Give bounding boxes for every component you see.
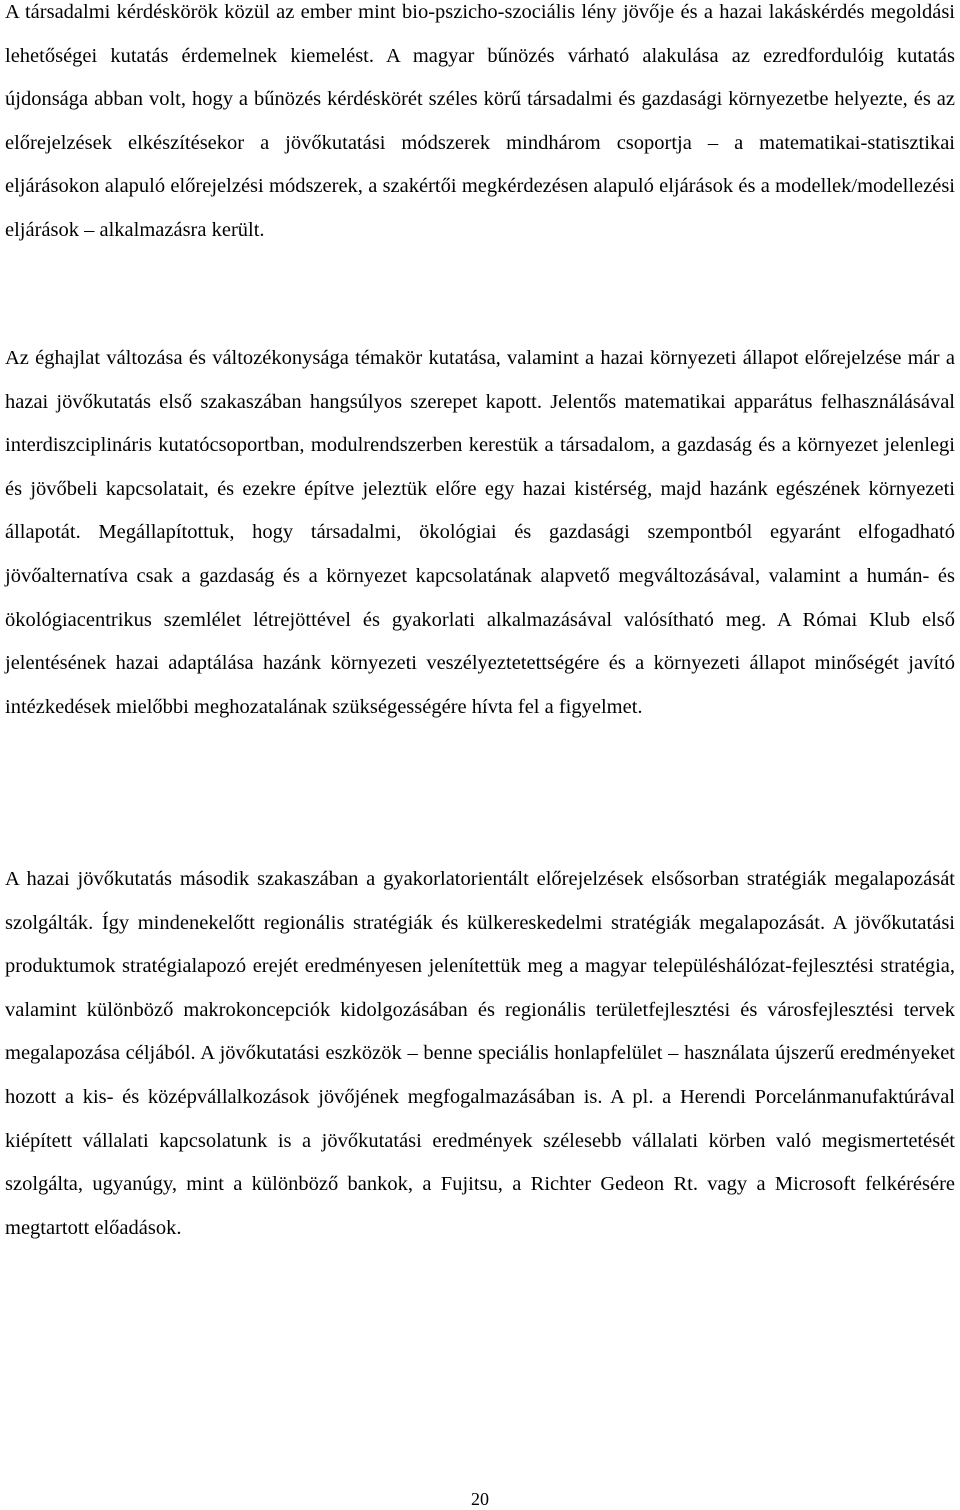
paragraph-second-phase-strategies: A hazai jövőkutatás második szakaszában a gyakorlatorientált előrejelzések elsősorban stratégiák megalapozását szolgálták. Így mindenekelőtt regionális stratégiák és külkereskedelmi stratégiák megalapozását. A jövőkutatási produktumok stratégialapozó erejét eredményesen jelenítettük meg a magyar településhálózat-fejlesztési stratégia, valamint különböző makrokoncepciók kidolgozásában és regionális területfejlesztési és városfejlesztési tervek megalapozása céljából. A jövőkutatási eszközök – benne speciális honlapfelület – használata újszerű eredményeket hozott a kis- és középvállalkozások jövőjének megfogalmazásában is. A pl. a Herendi Porcelánmanufaktúrával kiépített vállalati kapcsolatunk is a jövőkutatási eredmények szélesebb vállalati körben való megismertetését szolgálta, ugyanúgy, mint a különböző bankok, a Fujitsu, a Richter Gedeon Rt. vagy a Microsoft felkérésére megtartott előadások. (5, 868, 955, 1239)
page-number: 20 (471, 1489, 489, 1509)
paragraph-climate-environment: Az éghajlat változása és változékonysága témakör kutatása, valamint a hazai környezeti állapot előrejelzése már a hazai jövőkutatás első szakaszában hangsúlyos szerepet kapott. Jelentős matematikai apparátus felhasználásával interdiszciplináris kutatócsoportban, modulrendszerben kerestük a társadalom, a gazdaság és a környezet jelenlegi és jövőbeli kapcsolatait, és ezekre építve jeleztük előre egy hazai kistérség, majd hazánk egészének környezeti állapotát. Megállapítottuk, hogy társadalmi, ökológiai és gazdasági szempontból egyaránt elfogadható jövőalternatíva csak a gazdaság és a környezet kapcsolatának alapvető megváltozásával, valamint a humán- és ökológiacentrikus szemlélet létrejöttével és gyakorlati alkalmazásával valósítható meg. A Római Klub első jelentésének hazai adaptálása hazánk környezeti veszélyeztetettségére és a környezeti állapot minőségét javító intézkedések mielőbbi meghozatalának szükségességére hívta fel a figyelmet. (5, 347, 955, 718)
paragraph-social-topics: A társadalmi kérdéskörök közül az ember mint bio-pszicho-szociális lény jövője és a hazai lakáskérdés megoldási lehetőségei kutatás érdemelnek kiemelést. A magyar bűnözés várható alakulása az ezredfordulóig kutatás újdonsága abban volt, hogy a bűnözés kérdéskörét széles körű társadalmi és gazdasági környezetbe helyezte, és az előrejelzések elkészítésekor a jövőkutatási módszerek mindhárom csoportja – a matematikai-statisztikai eljárásokon alapuló előrejelzési módszerek, a szakértői megkérdezésen alapuló eljárások és a modellek/modellezési eljárások – alkalmazásra került. (5, 1, 955, 241)
